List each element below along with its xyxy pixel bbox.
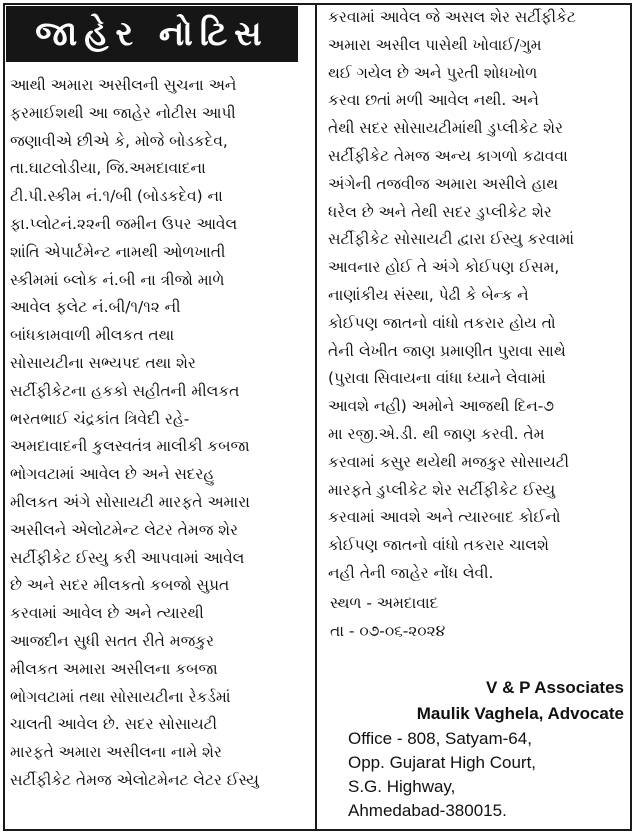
notice-text-line: કોઈપણ જાતનો વાંધો તકરાર ચાલશે: [328, 536, 549, 555]
notice-right-column: [328, 4, 620, 645]
notice-text-line: અંગેની તજવીજ અમારા અસીલે હાથ: [328, 174, 559, 193]
notice-text-line: કોઈપણ જાતનો વાંધો તકરાર હોય તો: [328, 313, 556, 332]
notice-text-line: મીલકત અમારા અસીલના કબજા: [10, 659, 218, 678]
notice-text-line: સર્ટીફીકેટ સોસાયટી દ્વારા ઈસ્યુ કરવામાં: [328, 230, 575, 249]
notice-text-line: અમદાવાદની કુલસ્વતંત્ર માલીકી કબજા: [10, 437, 250, 456]
notice-text-line: મા રજી.એ.ડી. થી જાણ કરવી. તેમ: [328, 424, 545, 443]
notice-text-line: આવેલ ફલેટ નં.બી/૧/૧૨ ની: [10, 298, 181, 317]
notice-text-line: ચાલતી આવેલ છે. સદર સોસાયટી: [10, 715, 218, 734]
notice-text-line: ટી.પી.સ્કીમ નં.૧/બી (બોડકદેવ) ના: [10, 187, 223, 206]
notice-title: જાહેર નોટિસ: [6, 6, 298, 62]
notice-text-line: ફા.પ્લોટનં.૨૨ની જમીન ઉપર આવેલ: [10, 214, 238, 233]
notice-text-line: મીલકત અંગે સોસાયટી મારફતે અમારા: [10, 492, 250, 511]
notice-text-line: થઈ ગયેલ છે અને પુરતી શોધખોળ: [328, 63, 538, 82]
advocate-signature-block: [346, 675, 626, 823]
notice-text-line: સર્ટીફીકેટ તેમજ એલોટમેનટ લેટર ઈસ્યુ: [10, 770, 259, 789]
notice-left-column: [10, 72, 300, 795]
notice-text-line: છે અને સદર મીલકતો કબજો સુપ્રત: [10, 576, 230, 595]
notice-text-line: અમારા અસીલ પાસેથી ખોવાઈ/ગુમ: [328, 35, 542, 54]
notice-text-line: સર્ટીફીકેટ ઈસ્યુ કરી આપવામાં આવેલ: [10, 548, 245, 567]
notice-text-line: ફરમાઈશથી આ જાહેર નોટીસ આપી: [10, 103, 236, 122]
notice-text-line: ધરેલ છે અને તેથી સદર ડુપ્લીકેટ શેર: [328, 202, 552, 221]
notice-text-line: જણાવીએ છીએ કે, મોજે બોડકદેવ,: [10, 131, 228, 150]
notice-text-line: તેથી સદર સોસાયટીમાંથી ડુપ્લીકેટ શેર: [328, 119, 563, 138]
notice-text-line: તા.ઘાટલોડીયા, જિ.અમદાવાદના: [10, 159, 206, 178]
advocate-name: Maulik Vaghela, Advocate: [416, 704, 624, 723]
address-line: Ahmedabad-380015.: [348, 801, 507, 820]
address-line: Opp. Gujarat High Court,: [348, 753, 537, 772]
notice-text-line: આવનાર હોઈ તે અંગે કોઈપણ ઈસમ,: [328, 258, 560, 277]
column-divider: [315, 5, 317, 829]
notice-text-line: આવશે નહી) અમોને આજથી દિન-૭: [328, 397, 554, 416]
notice-text-line: સ્કીમમાં બ્લોક નં.બી ના ત્રીજો માળે: [10, 270, 225, 289]
notice-text-line: બાંધકામવાળી મીલકત તથા: [10, 326, 175, 345]
notice-text-line: તેની લેખીત જાણ પ્રમાણીત પુરાવા સાથે: [328, 341, 566, 360]
notice-text-line: મારફતે અમારા અસીલના નામે શેર: [10, 743, 222, 762]
notice-text-line: સર્ટીફીકેટના હકકો સહીતની મીલકત: [10, 381, 240, 400]
address-line: Office - 808, Satyam-64,: [348, 729, 532, 748]
firm-name: V & P Associates: [486, 678, 624, 697]
notice-text-line: આથી અમારા અસીલની સુચના અને: [10, 76, 237, 94]
notice-text-line: કરવામાં આવેલ છે અને ત્યારથી: [10, 604, 204, 623]
notice-text-line: મારફતે ડુપ્લીકેટ શેર સર્ટીફીકેટ ઈસ્યુ: [328, 480, 556, 499]
notice-text-line: કરવામાં આવેલ જે અસલ શેર સર્ટીફીકેટ: [328, 8, 576, 26]
notice-text-line: શાંતિ એપાર્ટમેન્ટ નામથી ઓળખાતી: [10, 242, 226, 261]
notice-text-line: કરવામાં આવશે અને ત્યારબાદ કોઈનો: [328, 508, 561, 527]
notice-text-line: આજદીન સુધી સતત રીતે મજકુર: [10, 631, 214, 650]
notice-text-line: નહી તેની જાહેર નોંધ લેવી.: [328, 563, 494, 582]
notice-text-line: ભોગવટામાં આવેલ છે અને સદરહુ: [10, 465, 215, 484]
notice-place: સ્થળ - અમદાવાદ: [330, 593, 439, 612]
notice-text-line: નાણાંકીય સંસ્થા, પેઢી કે બેન્ક ને: [328, 285, 529, 304]
notice-text-line: ભોગવટામાં તથા સોસાયટીના રેકર્ડમાં: [10, 687, 231, 706]
notice-text-line: (પુરાવા સિવાયના વાંધા ધ્યાને લેવામાં: [328, 369, 546, 388]
notice-text-line: ભરતભાઈ ચંદ્રકાંત ત્રિવેદી રહે-: [10, 409, 190, 428]
notice-text-line: કરવામાં કસુર થયેથી મજકુર સોસાયટી: [328, 452, 570, 471]
notice-date: તા - ૦૭-૦૬-૨૦૨૪: [330, 621, 446, 640]
notice-text-line: સોસાયટીના સભ્યપદ તથા શેર: [10, 353, 196, 372]
notice-text-line: સર્ટીફીકેટ તેમજ અન્ય કાગળો કઢાવવા: [328, 146, 568, 165]
notice-text-line: કરવા છતાં મળી આવેલ નથી. અને: [328, 91, 539, 110]
notice-text-line: અસીલને એલોટમેન્ટ લેટર તેમજ શેર: [10, 520, 238, 539]
address-line: S.G. Highway,: [348, 777, 456, 796]
